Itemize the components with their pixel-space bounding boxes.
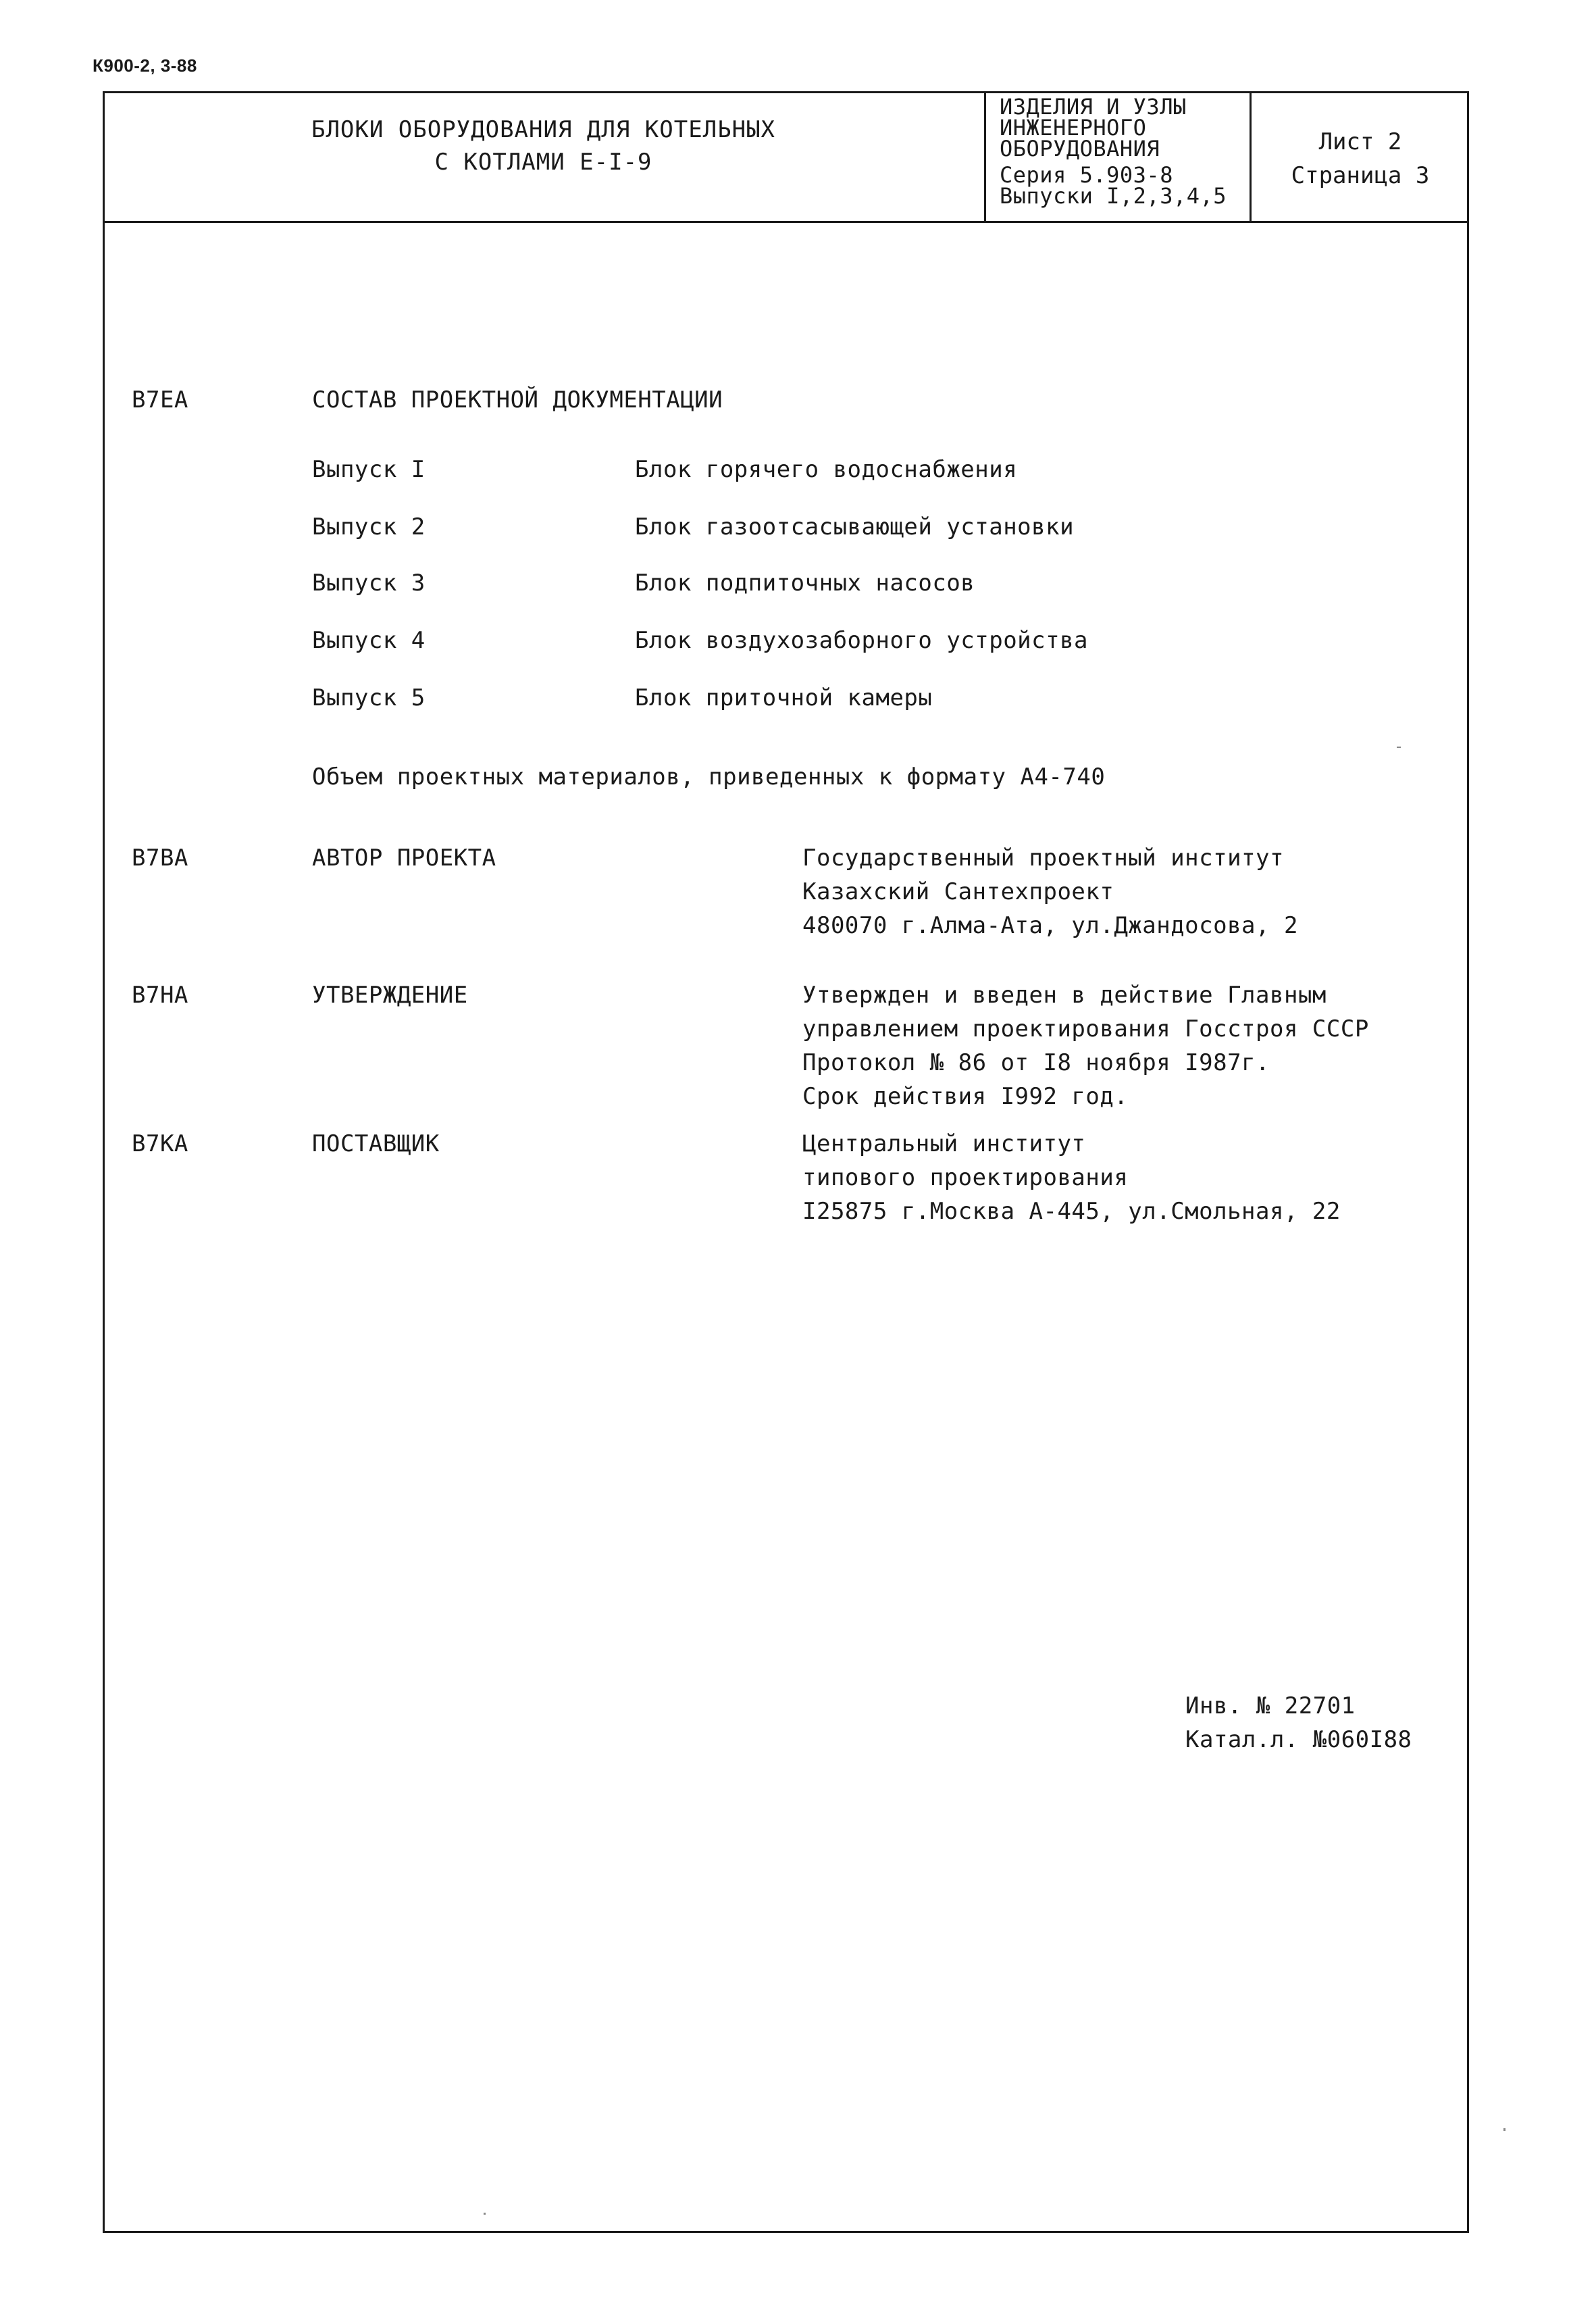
scan-speck <box>1503 2128 1505 2131</box>
issue-label: Выпуск 5 <box>312 684 426 711</box>
document-title-line-2: С КОТЛАМИ Е-I-9 <box>434 149 652 176</box>
section-title: СОСТАВ ПРОЕКТНОЙ ДОКУМЕНТАЦИИ <box>312 386 723 413</box>
catalog-number: Катал.л. №060I88 <box>1185 1726 1412 1753</box>
title-block-divider <box>1250 91 1252 223</box>
author-line: 480070 г.Алма-Ата, ул.Джандосова, 2 <box>802 912 1298 939</box>
scan-speck <box>1397 747 1401 748</box>
approval-line: Утвержден и введен в действие Главным <box>802 982 1327 1009</box>
author-line: Государственный проектный институт <box>802 845 1284 872</box>
issue-label: Выпуск 4 <box>312 627 426 654</box>
section-title: УТВЕРЖДЕНИЕ <box>312 982 468 1009</box>
issue-description: Блок приточной камеры <box>635 684 933 711</box>
section-title: АВТОР ПРОЕКТА <box>312 845 496 872</box>
issue-label: Выпуск 3 <box>312 570 426 597</box>
scan-speck <box>484 2213 486 2215</box>
author-line: Казахский Сантехпроект <box>802 878 1114 905</box>
supplier-line: Центральный институт <box>802 1130 1086 1157</box>
issue-description: Блок подпиточных насосов <box>635 570 975 597</box>
section-code: В7НА <box>132 982 188 1009</box>
series-line-5: Выпуски I,2,3,4,5 <box>1000 183 1227 209</box>
section-title: ПОСТАВЩИК <box>312 1130 440 1157</box>
issue-label: Выпуск 2 <box>312 513 426 540</box>
series-line-4: Серия 5.903-8 <box>1000 162 1173 188</box>
series-line-3: ОБОРУДОВАНИЯ <box>1000 136 1160 161</box>
series-line-1: ИЗДЕЛИЯ И УЗЛЫ <box>1000 94 1187 120</box>
approval-line: Срок действия I992 год. <box>802 1083 1129 1110</box>
issue-description: Блок газоотсасывающей установки <box>635 513 1075 540</box>
volume-note: Объем проектных материалов, приведенных к формату А4-740 <box>312 763 1106 790</box>
section-code: В7КА <box>132 1130 188 1157</box>
section-code: В7ЕА <box>132 386 188 413</box>
title-block-divider <box>984 91 986 223</box>
supplier-line: типового проектирования <box>802 1164 1129 1191</box>
page-frame <box>103 91 1469 2233</box>
supplier-line: I25875 г.Москва А-445, ул.Смольная, 22 <box>802 1198 1341 1225</box>
document-title-line-1: БЛОКИ ОБОРУДОВАНИЯ ДЛЯ КОТЕЛЬНЫХ <box>311 116 776 143</box>
document-code: К900-2, 3-88 <box>93 55 197 76</box>
issue-label: Выпуск I <box>312 456 426 483</box>
approval-line: управлением проектирования Госстроя СССР <box>802 1015 1369 1042</box>
inventory-number: Инв. № 22701 <box>1185 1692 1356 1719</box>
sheet-number: Лист 2 <box>1318 128 1402 155</box>
series-line-2: ИНЖЕНЕРНОГО <box>1000 115 1147 141</box>
approval-line: Протокол № 86 от I8 ноября I987г. <box>802 1049 1270 1076</box>
issue-description: Блок горячего водоснабжения <box>635 456 1018 483</box>
section-code: В7ВА <box>132 845 188 872</box>
page-number: Страница 3 <box>1291 162 1430 189</box>
issue-description: Блок воздухозаборного устройства <box>635 627 1089 654</box>
